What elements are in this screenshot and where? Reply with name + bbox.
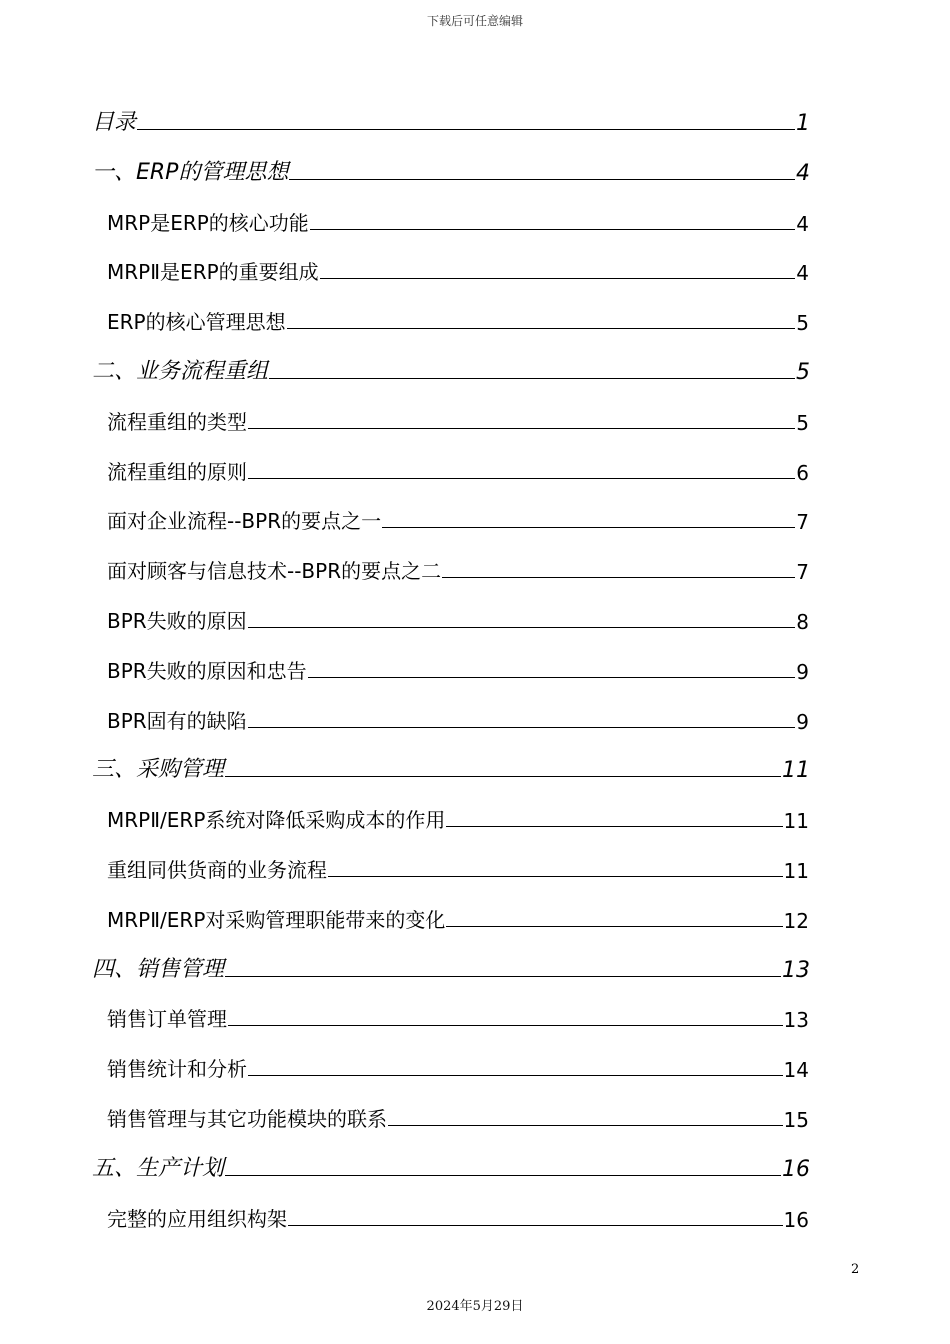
toc-leader-line (382, 527, 795, 528)
toc-entry-page: 16 (783, 1207, 809, 1232)
toc-entry-label: MRPⅡ是ERP的重要组成 (107, 260, 319, 285)
toc-entry-label: 销售管理与其它功能模块的联系 (107, 1107, 387, 1131)
toc-section-entry[interactable] (107, 544, 809, 584)
toc-entry-page: 6 (796, 460, 809, 485)
toc-entry-label: 三、采购管理 (92, 757, 225, 783)
toc-entry-label: BPR失败的原因 (107, 609, 247, 633)
toc-chapter-entry[interactable] (92, 345, 810, 385)
toc-leader-line (248, 1075, 783, 1076)
toc-entry-page: 4 (796, 211, 809, 236)
toc-entry-page: 4 (796, 160, 810, 186)
toc-leader-line (225, 776, 781, 777)
toc-entry-label: 流程重组的原则 (107, 459, 247, 484)
toc-leader-line (248, 428, 795, 429)
toc-leader-line (308, 677, 796, 678)
toc-entry-page: 11 (782, 758, 810, 784)
toc-leader-line (310, 229, 795, 230)
toc-section-entry[interactable] (107, 1092, 809, 1132)
toc-leader-line (225, 1175, 781, 1176)
toc-section-entry[interactable] (107, 594, 809, 634)
toc-leader-line (248, 727, 796, 728)
toc-section-entry[interactable] (107, 196, 809, 236)
toc-entry-label: 完整的应用组织构架 (107, 1206, 287, 1231)
page-header: 下载后可任意编辑 (426, 14, 523, 28)
toc-entry-label: MRPⅡ/ERP系统对降低采购成本的作用 (107, 808, 446, 833)
toc-section-entry[interactable] (107, 644, 809, 684)
toc-section-entry[interactable] (107, 793, 809, 833)
toc-entry-label: ERP的核心管理思想 (107, 310, 286, 335)
toc-section-entry[interactable] (107, 245, 809, 285)
toc-chapter-entry[interactable] (92, 96, 810, 136)
toc-leader-line (446, 826, 782, 827)
toc-entry-page: 13 (782, 957, 810, 983)
toc-entry-label: 五、生产计划 (92, 1155, 225, 1181)
toc-leader-line (388, 1125, 783, 1126)
toc-entry-label: BPR失败的原因和忠告 (107, 658, 307, 683)
toc-entry-page: 13 (783, 1008, 809, 1033)
toc-section-entry[interactable] (107, 843, 809, 883)
toc-entry-page: 7 (796, 510, 809, 535)
toc-section-entry[interactable] (107, 694, 809, 734)
toc-section-entry[interactable] (107, 1042, 809, 1082)
toc-entry-label: 二、业务流程重组 (92, 359, 269, 384)
toc-entry-page: 8 (796, 610, 809, 634)
toc-entry-label: 流程重组的类型 (107, 409, 247, 434)
toc-entry-page: 16 (782, 1156, 810, 1182)
toc-entry-label: 销售订单管理 (107, 1007, 227, 1032)
toc-entry-page: 9 (796, 709, 809, 734)
toc-entry-page: 11 (783, 809, 809, 834)
toc-entry-label: 销售统计和分析 (107, 1057, 247, 1082)
toc-entry-page: 15 (783, 1108, 809, 1132)
toc-entry-label: 面对顾客与信息技术--BPR的要点之二 (107, 559, 442, 584)
toc-leader-line (446, 926, 782, 927)
toc-section-entry[interactable] (107, 992, 809, 1032)
toc-entry-page: 1 (796, 111, 810, 136)
toc-chapter-entry[interactable] (92, 943, 810, 983)
toc-chapter-entry[interactable] (92, 1142, 810, 1182)
toc-chapter-entry[interactable] (92, 146, 810, 186)
toc-entry-label: 目录 (92, 110, 137, 135)
page-footer-date: 2024年5月29日 (426, 1299, 524, 1314)
toc-entry-page: 5 (796, 311, 809, 336)
toc-leader-line (248, 627, 796, 628)
toc-entry-label: MRP是ERP的核心功能 (107, 210, 309, 235)
toc-entry-page: 4 (796, 261, 809, 286)
toc-entry-label: 面对企业流程--BPR的要点之一 (107, 509, 382, 534)
toc-leader-line (328, 876, 783, 877)
toc-chapter-entry[interactable] (92, 743, 810, 783)
toc-leader-line (248, 478, 795, 479)
toc-leader-line (228, 1025, 783, 1026)
toc-entry-page: 14 (783, 1058, 809, 1083)
toc-leader-line (225, 976, 781, 977)
toc-leader-line (320, 278, 796, 279)
toc-entry-label: 一、ERP的管理思想 (92, 159, 289, 185)
toc-section-entry[interactable] (107, 494, 809, 534)
toc-section-entry[interactable] (107, 445, 809, 485)
page-number: 2 (851, 1262, 860, 1277)
toc-leader-line (137, 129, 795, 130)
toc-leader-line (287, 328, 796, 329)
toc-section-entry[interactable] (107, 395, 809, 435)
toc-leader-line (442, 577, 795, 578)
toc-entry-page: 7 (796, 560, 809, 585)
toc-section-entry[interactable] (107, 295, 809, 335)
toc-entry-page: 5 (796, 410, 809, 435)
toc-entry-page: 11 (783, 859, 809, 883)
toc-entry-label: MRPⅡ/ERP对采购管理职能带来的变化 (107, 907, 446, 932)
toc-leader-line (289, 179, 795, 180)
toc-leader-line (269, 378, 795, 379)
toc-entry-label: 重组同供货商的业务流程 (107, 858, 327, 882)
toc-section-entry[interactable] (107, 1192, 809, 1232)
toc-entry-page: 9 (796, 659, 809, 684)
toc-entry-page: 5 (796, 360, 810, 385)
toc-entry-page: 12 (783, 908, 809, 933)
toc-section-entry[interactable] (107, 893, 809, 933)
toc-entry-label: BPR固有的缺陷 (107, 708, 247, 733)
toc-leader-line (288, 1225, 783, 1226)
toc-entry-label: 四、销售管理 (92, 956, 225, 982)
